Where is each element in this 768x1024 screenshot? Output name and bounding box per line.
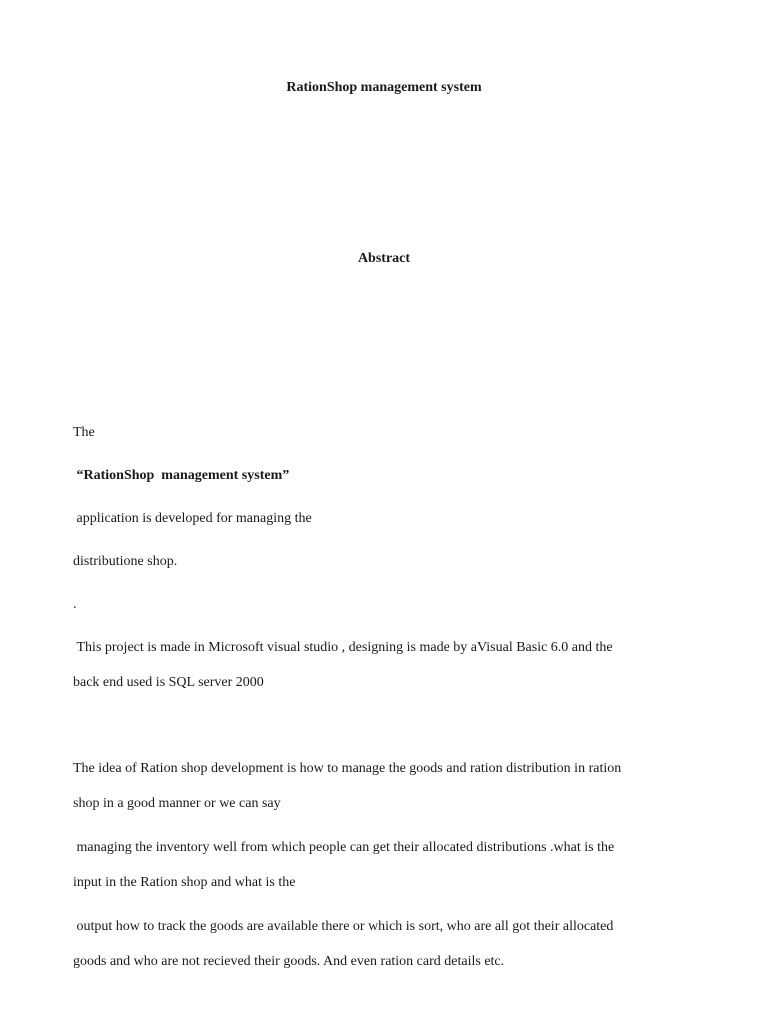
paragraph-dot: . [73, 597, 77, 612]
paragraph-project-tools: This project is made in Microsoft visual studio , designing is made by aVisual Basic 6.0 and the back end used is SQL server 2000 [73, 640, 613, 690]
paragraph-system-name: “RationShop management system” [73, 468, 290, 483]
paragraph-output-tracking: output how to track the goods are available there or which is sort, who are all got their allocated goods and who are not recieved their goods. And even ration card details etc. [73, 919, 614, 969]
paragraph-idea: The idea of Ration shop development is how to manage the goods and ration distribution in ration shop in a good manner or we can say [73, 761, 622, 811]
paragraph-distribution-shop: distributione shop. [73, 554, 178, 569]
document-title: RationShop management system [286, 80, 482, 95]
paragraph-application-purpose: application is developed for managing the [73, 511, 312, 526]
paragraph-intro-the: The [73, 425, 95, 440]
abstract-heading: Abstract [357, 251, 411, 266]
paragraph-inventory: managing the inventory well from which people can get their allocated distributions .what is the input in the Ration shop and what is the [73, 840, 615, 890]
